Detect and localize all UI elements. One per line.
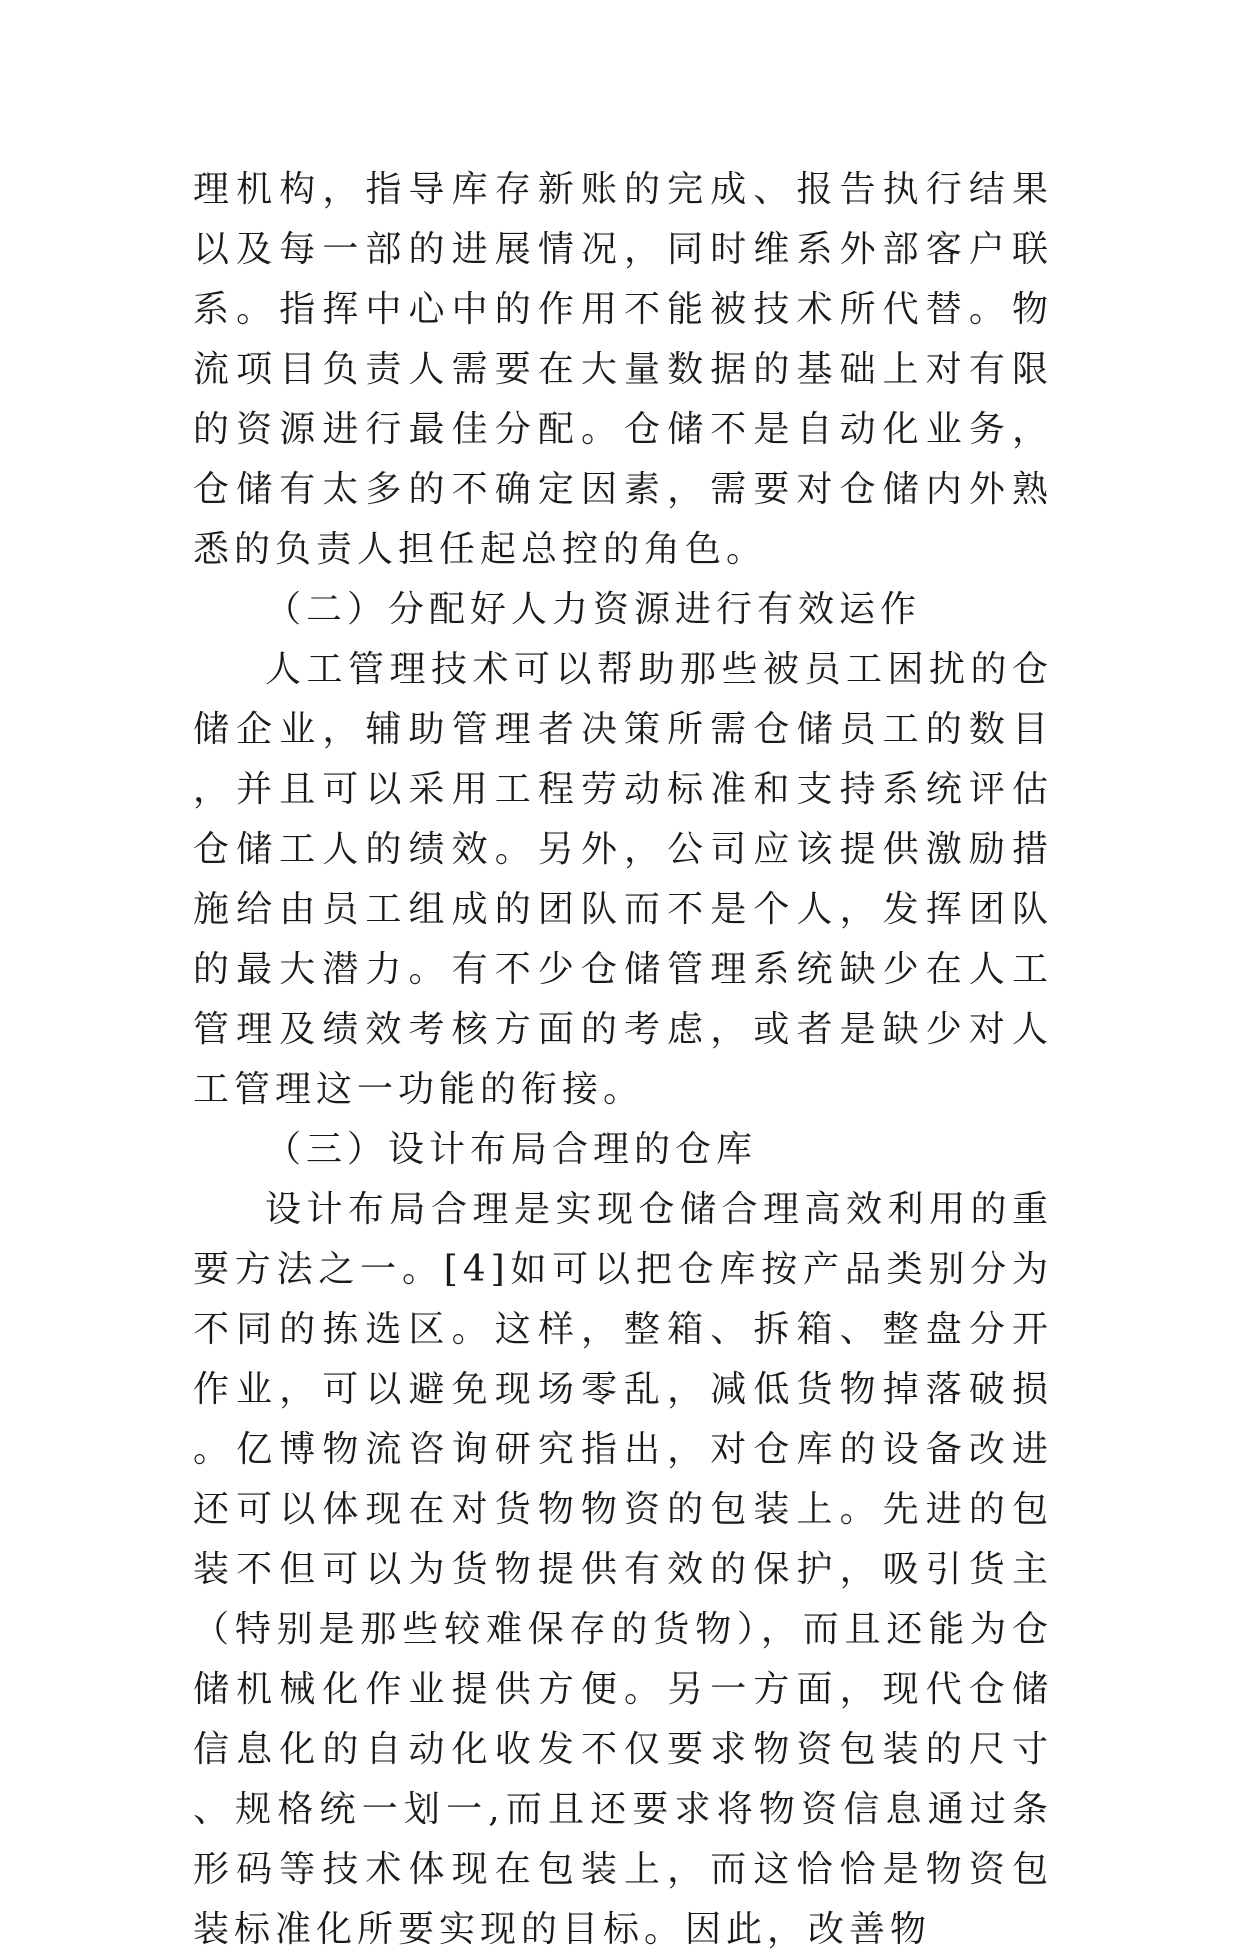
paragraph-warehouse-layout: 设计布局合理是实现仓储合理高效利用的重要方法之一。[4]如可以把仓库按产品类别分为不同的拣选区。这样，整箱、拆箱、整盘分开作业，可以避免现场零乱，减低货物掉落破损。亿博物流咨询研究指出，对仓库的设备改进还可以体现在对货物物资的包装上。先进的包装不但可以为货物提供有效的保护，吸引货主（特别是那些较难保存的货物），而且还能为仓储机械化作业提供方便。另一方面，现代仓储信息化的自动化收发不仅要求物资包装的尺寸、规格统一划一,而且还要求将物资信息通过条形码等技术体现在包装上，而这恰恰是物资包装标准化所要实现的目标。因此，改善物 bbox=[193, 1189, 1053, 1950]
section-heading-3: （三）设计布局合理的仓库 bbox=[265, 1129, 758, 1170]
paragraph-continuation: 理机构，指导库存新账的完成、报告执行结果以及每一部的进展情况，同时维系外部客户联系。指挥中心中的作用不能被技术所代替。物流项目负责人需要在大量数据的基础上对有限的资源进行最佳分配。仓储不是自动化业务，仓储有太多的不确定因素，需要对仓储内外熟悉的负责人担任起总控的角色。 bbox=[193, 169, 1053, 570]
section-heading-2: （二）分配好人力资源进行有效运作 bbox=[265, 589, 922, 630]
document-body bbox=[193, 160, 1053, 1960]
paragraph-human-resources: 人工管理技术可以帮助那些被员工困扰的仓储企业，辅助管理者决策所需仓储员工的数目，并且可以采用工程劳动标准和支持系统评估仓储工人的绩效。另外，公司应该提供激励措施给由员工组成的团队而不是个人，发挥团队的最大潜力。有不少仓储管理系统缺少在人工管理及绩效考核方面的考虑，或者是缺少对人工管理这一功能的衔接。 bbox=[193, 649, 1053, 1110]
